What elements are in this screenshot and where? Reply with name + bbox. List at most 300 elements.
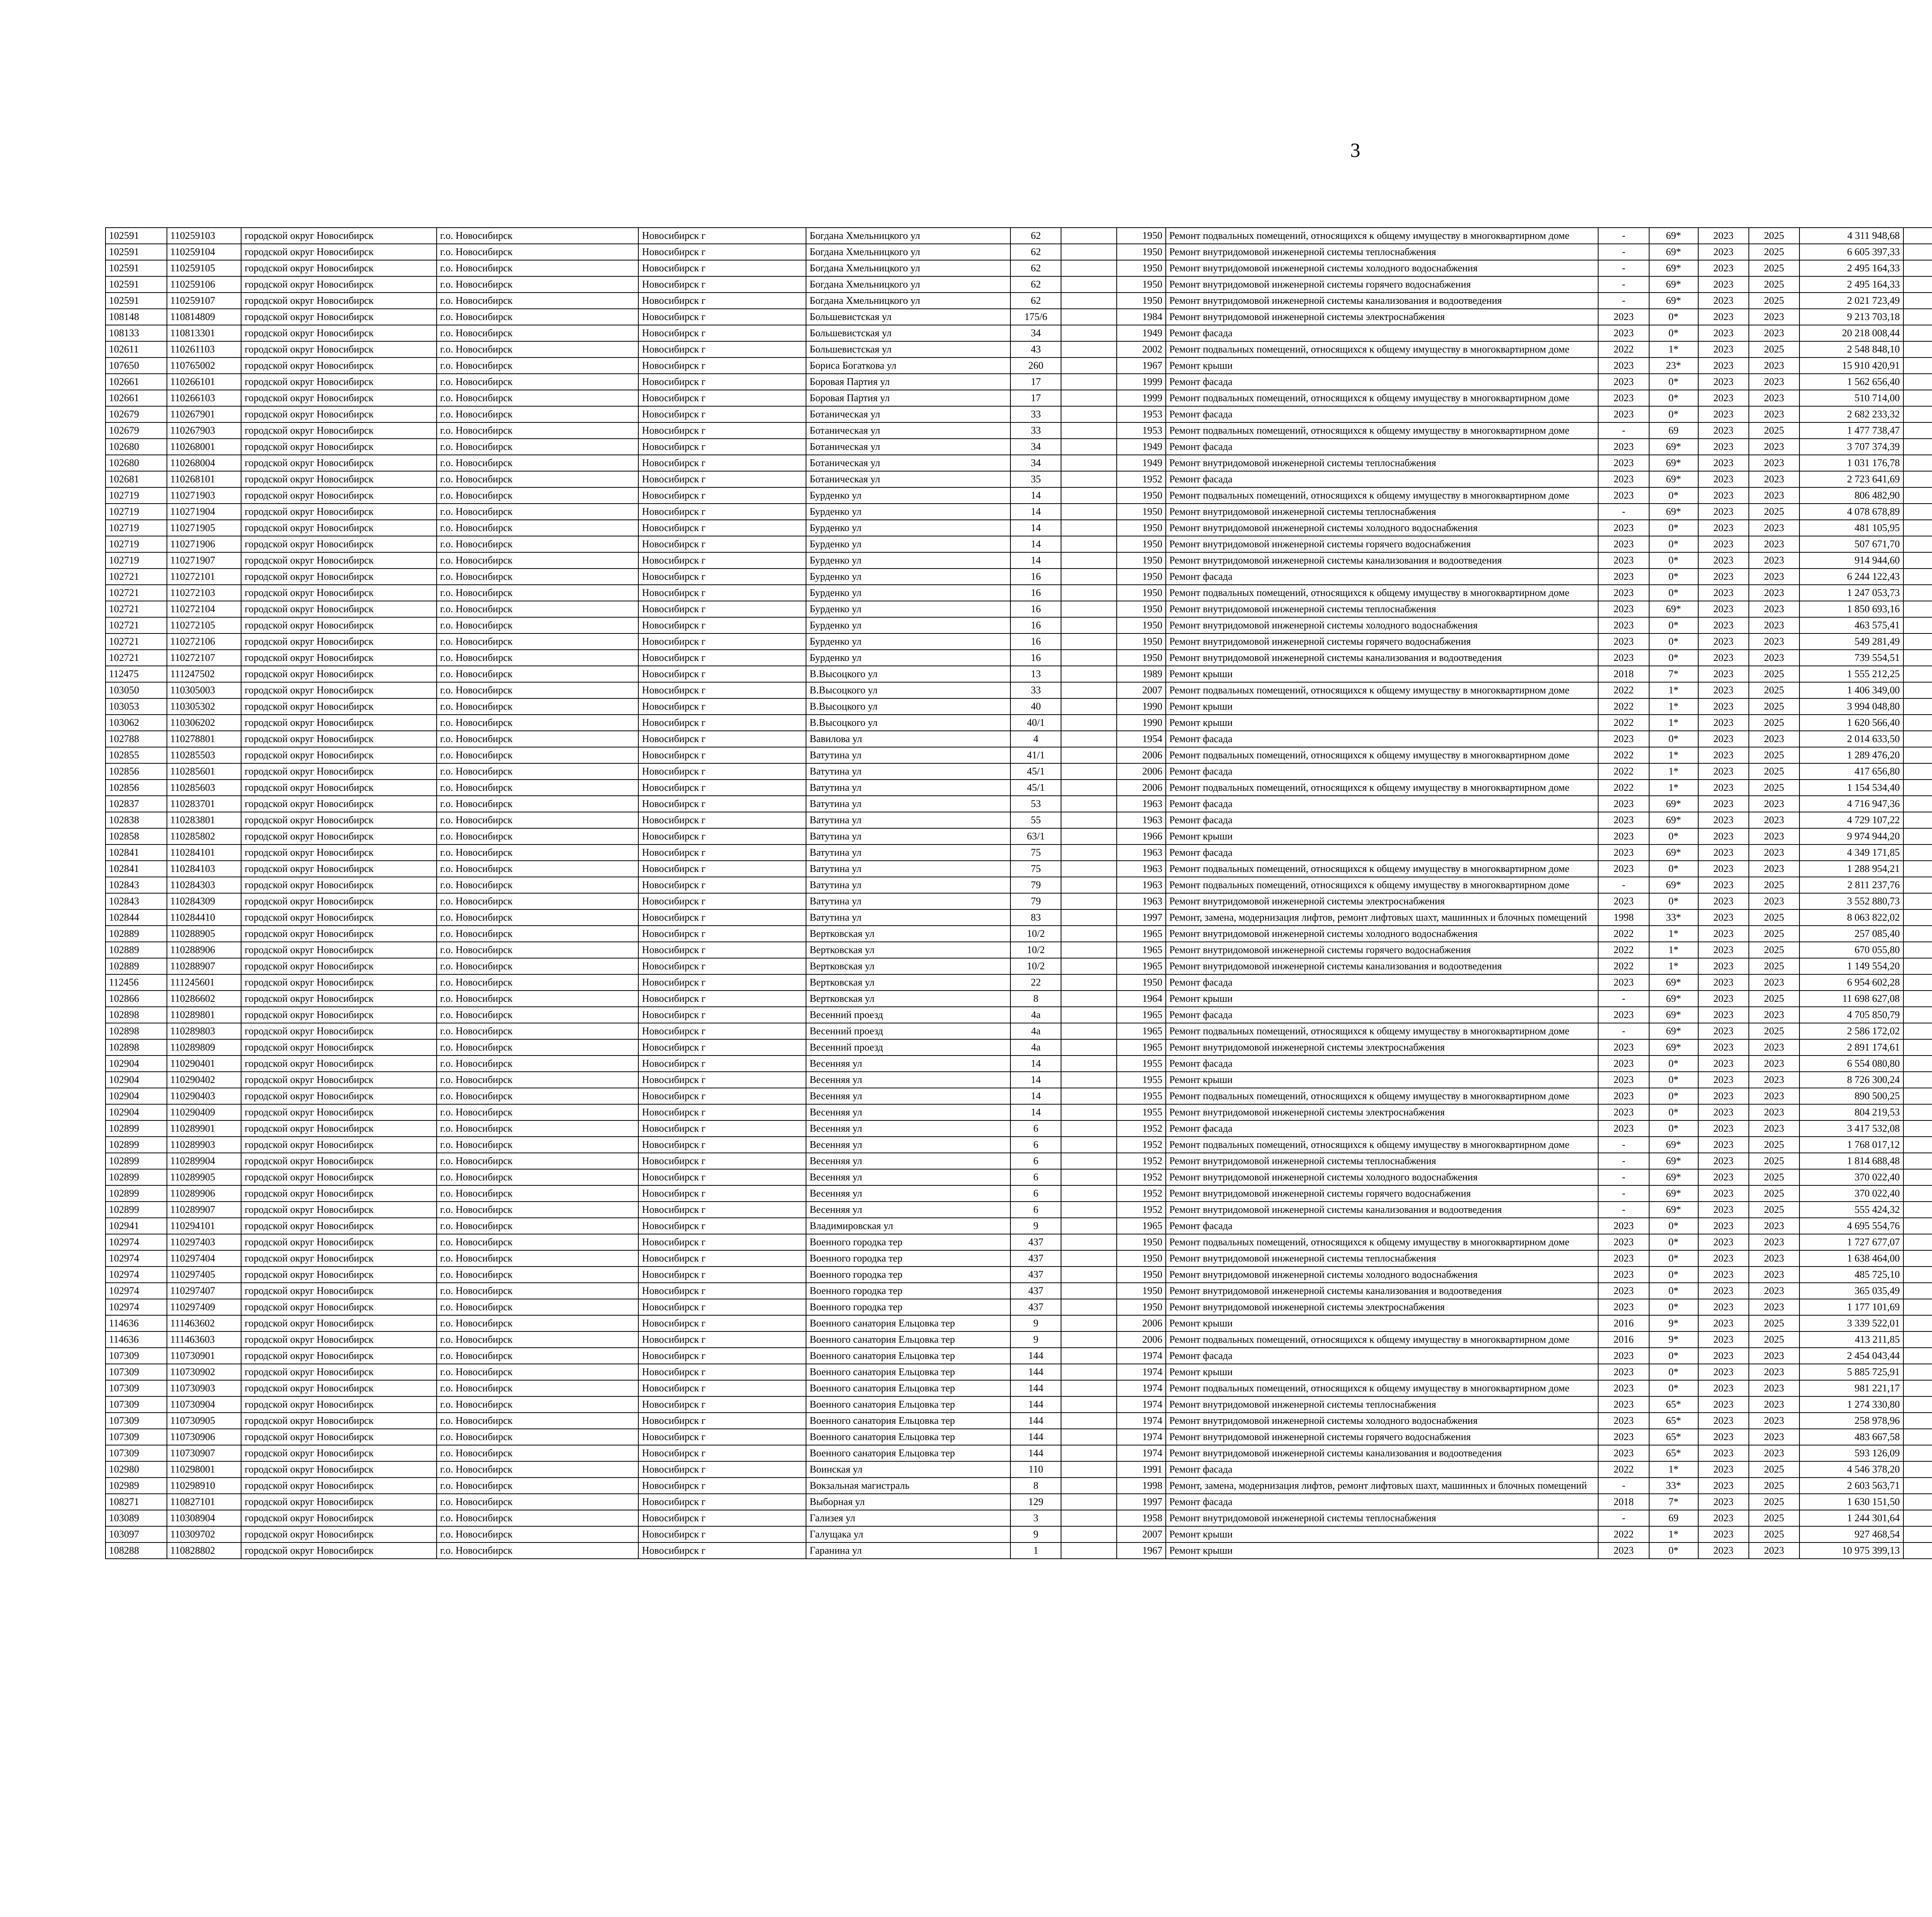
cell-work-type: Ремонт крыши [1166,1542,1598,1559]
cell-settlement: Новосибирск г [638,1526,806,1542]
cell-building [1061,374,1117,390]
cell-work-type: Ремонт внутридомовой инженерной системы холодного водоснабжения [1166,1267,1598,1283]
cell-settlement: Новосибирск г [638,552,806,569]
cell-plan-start-year: 2023 [1698,390,1749,406]
cell-plan-start-year: 2023 [1698,455,1749,471]
cell-cost-owners [1903,877,1932,893]
cell-cost-owners [1903,633,1932,650]
cell-plan-end-year: 2025 [1749,244,1799,260]
cell-municipality: г.о. Новосибирск [437,1056,639,1072]
cell-street: Военного санатория Ельцовка тер [806,1413,1010,1429]
cell-cost-owners [1903,585,1932,601]
cell-house-number: 45/1 [1010,780,1061,796]
cell-total-cost: 6 954 602,28 [1799,974,1903,991]
cell-year-built: 1963 [1117,877,1166,893]
cell-settlement: Новосибирск г [638,812,806,828]
cell-plan-start-year: 2023 [1698,763,1749,780]
cell-last-repair-year: 2022 [1598,698,1649,715]
cell-wear-percent: 0* [1649,1364,1698,1380]
cell-house-number: 62 [1010,293,1061,309]
cell-building [1061,1185,1117,1202]
cell-element-id: 110284309 [167,893,242,909]
cell-year-built: 1965 [1117,1039,1166,1056]
cell-work-type: Ремонт внутридомовой инженерной системы теплоснабжения [1166,1153,1598,1169]
cell-last-repair-year: 2023 [1598,309,1649,325]
cell-wear-percent: 65* [1649,1396,1698,1413]
cell-settlement: Новосибирск г [638,1380,806,1396]
cell-total-cost: 927 468,54 [1799,1526,1903,1542]
cell-street: Ботаническая ул [806,422,1010,439]
cell-total-cost: 5 885 725,91 [1799,1364,1903,1380]
table-row [105,893,1932,909]
cell-work-type: Ремонт фасада [1166,1218,1598,1234]
cell-municipality: г.о. Новосибирск [437,260,639,276]
cell-total-cost: 2 586 172,02 [1799,1023,1903,1039]
cell-element-id: 110272105 [167,617,242,633]
cell-house-id: 102856 [105,763,167,780]
cell-total-cost: 8 063 822,02 [1799,909,1903,926]
cell-street: Бориса Богаткова ул [806,358,1010,374]
cell-municipal-district: городской округ Новосибирск [241,1267,437,1283]
table-row [105,780,1932,796]
cell-municipal-district: городской округ Новосибирск [241,325,437,341]
cell-plan-end-year: 2023 [1749,1039,1799,1056]
cell-municipal-district: городской округ Новосибирск [241,487,437,504]
cell-street: Весенний проезд [806,1023,1010,1039]
cell-year-built: 1984 [1117,309,1166,325]
table-row [105,1088,1932,1104]
cell-house-id: 102721 [105,650,167,666]
cell-building [1061,228,1117,244]
cell-municipality: г.о. Новосибирск [437,293,639,309]
cell-plan-end-year: 2023 [1749,1380,1799,1396]
cell-settlement: Новосибирск г [638,1137,806,1153]
cell-year-built: 1990 [1117,698,1166,715]
cell-element-id: 110272107 [167,650,242,666]
cell-settlement: Новосибирск г [638,731,806,747]
cell-element-id: 110285503 [167,747,242,763]
cell-municipal-district: городской округ Новосибирск [241,747,437,763]
cell-municipality: г.о. Новосибирск [437,1510,639,1526]
cell-street: Весенний проезд [806,1007,1010,1023]
cell-element-id: 110283801 [167,812,242,828]
cell-plan-start-year: 2023 [1698,1202,1749,1218]
cell-municipality: г.о. Новосибирск [437,780,639,796]
table-row [105,682,1932,698]
cell-plan-end-year: 2023 [1749,1267,1799,1283]
cell-plan-start-year: 2023 [1698,974,1749,991]
cell-plan-start-year: 2023 [1698,341,1749,358]
cell-element-id: 110271904 [167,504,242,520]
cell-wear-percent: 65* [1649,1445,1698,1461]
cell-work-type: Ремонт подвальных помещений, относящихся к общему имуществу в многоквартирном доме [1166,1331,1598,1348]
cell-cost-owners [1903,974,1932,991]
cell-building [1061,1331,1117,1348]
cell-settlement: Новосибирск г [638,958,806,974]
cell-work-type: Ремонт внутридомовой инженерной системы электроснабжения [1166,1039,1598,1056]
cell-municipal-district: городской округ Новосибирск [241,1510,437,1526]
cell-building [1061,439,1117,455]
cell-house-id: 102591 [105,244,167,260]
capital-repair-table [105,227,1932,1559]
cell-wear-percent: 0* [1649,520,1698,536]
cell-total-cost: 806 482,90 [1799,487,1903,504]
cell-year-built: 1949 [1117,439,1166,455]
table-row [105,1039,1932,1056]
cell-municipal-district: городской округ Новосибирск [241,682,437,698]
cell-building [1061,1510,1117,1526]
cell-work-type: Ремонт фасада [1166,796,1598,812]
cell-work-type: Ремонт подвальных помещений, относящихся к общему имуществу в многоквартирном доме [1166,228,1598,244]
cell-work-type: Ремонт внутридомовой инженерной системы канализования и водоотведения [1166,1283,1598,1299]
cell-work-type: Ремонт фасада [1166,1056,1598,1072]
cell-plan-start-year: 2023 [1698,244,1749,260]
cell-plan-start-year: 2023 [1698,1072,1749,1088]
cell-house-id: 102904 [105,1104,167,1120]
cell-wear-percent: 69* [1649,1007,1698,1023]
table-row [105,536,1932,552]
cell-wear-percent: 0* [1649,390,1698,406]
cell-wear-percent: 69* [1649,1169,1698,1185]
cell-house-id: 102721 [105,601,167,617]
cell-street: Ватутина ул [806,861,1010,877]
cell-plan-start-year: 2023 [1698,844,1749,861]
cell-work-type: Ремонт подвальных помещений, относящихся к общему имуществу в многоквартирном доме [1166,1234,1598,1250]
cell-plan-end-year: 2025 [1749,1315,1799,1331]
cell-element-id: 110271906 [167,536,242,552]
cell-total-cost: 417 656,80 [1799,763,1903,780]
cell-wear-percent: 1* [1649,780,1698,796]
cell-house-number: 43 [1010,341,1061,358]
cell-year-built: 1965 [1117,1007,1166,1023]
cell-building [1061,828,1117,844]
cell-house-id: 107309 [105,1445,167,1461]
cell-total-cost: 9 213 703,18 [1799,309,1903,325]
cell-municipality: г.о. Новосибирск [437,1380,639,1396]
table-row [105,1056,1932,1072]
cell-cost-owners [1903,601,1932,617]
cell-element-id: 110289905 [167,1169,242,1185]
cell-last-repair-year: 2023 [1598,617,1649,633]
cell-element-id: 110297405 [167,1267,242,1283]
cell-plan-end-year: 2023 [1749,1429,1799,1445]
cell-settlement: Новосибирск г [638,1023,806,1039]
cell-settlement: Новосибирск г [638,617,806,633]
cell-house-id: 102611 [105,341,167,358]
cell-building [1061,991,1117,1007]
cell-last-repair-year: - [1598,1478,1649,1494]
cell-element-id: 110730901 [167,1348,242,1364]
table-row [105,763,1932,780]
cell-year-built: 1950 [1117,520,1166,536]
cell-element-id: 110289906 [167,1185,242,1202]
cell-cost-owners [1903,390,1932,406]
cell-house-number: 62 [1010,260,1061,276]
cell-element-id: 110289801 [167,1007,242,1023]
table-row [105,585,1932,601]
cell-last-repair-year: 2022 [1598,682,1649,698]
cell-plan-start-year: 2023 [1698,1169,1749,1185]
cell-house-id: 102889 [105,958,167,974]
cell-last-repair-year: 2023 [1598,1380,1649,1396]
cell-wear-percent: 69* [1649,504,1698,520]
cell-street: Бурденко ул [806,585,1010,601]
cell-municipality: г.о. Новосибирск [437,1542,639,1559]
cell-building [1061,1072,1117,1088]
cell-total-cost: 15 910 420,91 [1799,358,1903,374]
cell-total-cost: 4 311 948,68 [1799,228,1903,244]
cell-settlement: Новосибирск г [638,715,806,731]
cell-last-repair-year: 2023 [1598,1120,1649,1137]
cell-house-number: 144 [1010,1413,1061,1429]
cell-year-built: 2006 [1117,1331,1166,1348]
cell-element-id: 110272101 [167,569,242,585]
cell-municipality: г.о. Новосибирск [437,698,639,715]
cell-settlement: Новосибирск г [638,1120,806,1137]
cell-house-id: 102841 [105,844,167,861]
cell-plan-end-year: 2023 [1749,374,1799,390]
cell-cost-owners [1903,893,1932,909]
cell-municipal-district: городской округ Новосибирск [241,861,437,877]
cell-work-type: Ремонт крыши [1166,1072,1598,1088]
cell-cost-owners [1903,1542,1932,1559]
table-row [105,958,1932,974]
cell-municipality: г.о. Новосибирск [437,1348,639,1364]
cell-municipality: г.о. Новосибирск [437,1396,639,1413]
cell-wear-percent: 69* [1649,244,1698,260]
cell-year-built: 1952 [1117,471,1166,487]
cell-house-id: 108271 [105,1494,167,1510]
cell-municipal-district: городской округ Новосибирск [241,1023,437,1039]
cell-settlement: Новосибирск г [638,1413,806,1429]
cell-element-id: 110289809 [167,1039,242,1056]
cell-municipality: г.о. Новосибирск [437,1267,639,1283]
cell-building [1061,942,1117,958]
cell-building [1061,1007,1117,1023]
cell-municipality: г.о. Новосибирск [437,552,639,569]
cell-work-type: Ремонт внутридомовой инженерной системы канализования и водоотведения [1166,1202,1598,1218]
cell-plan-end-year: 2025 [1749,877,1799,893]
cell-cost-owners [1903,828,1932,844]
cell-year-built: 1974 [1117,1380,1166,1396]
cell-plan-end-year: 2025 [1749,1461,1799,1478]
cell-house-number: 10/2 [1010,958,1061,974]
cell-plan-end-year: 2025 [1749,1169,1799,1185]
cell-building [1061,1283,1117,1299]
cell-total-cost: 2 014 633,50 [1799,731,1903,747]
cell-municipality: г.о. Новосибирск [437,455,639,471]
table-row [105,731,1932,747]
cell-municipality: г.о. Новосибирск [437,828,639,844]
cell-house-number: 14 [1010,504,1061,520]
cell-cost-owners [1903,520,1932,536]
cell-house-id: 102838 [105,812,167,828]
cell-plan-start-year: 2023 [1698,909,1749,926]
cell-plan-start-year: 2023 [1698,585,1749,601]
cell-total-cost: 890 500,25 [1799,1088,1903,1104]
cell-cost-owners [1903,1396,1932,1413]
cell-cost-owners [1903,439,1932,455]
cell-element-id: 110267903 [167,422,242,439]
cell-building [1061,1380,1117,1396]
cell-house-id: 107309 [105,1364,167,1380]
cell-house-id: 102974 [105,1283,167,1299]
cell-plan-end-year: 2023 [1749,1299,1799,1315]
cell-year-built: 1963 [1117,796,1166,812]
cell-total-cost: 1 247 053,73 [1799,585,1903,601]
cell-house-id: 102855 [105,747,167,763]
cell-street: В.Высоцкого ул [806,715,1010,731]
cell-plan-end-year: 2023 [1749,309,1799,325]
cell-wear-percent: 69* [1649,1185,1698,1202]
cell-year-built: 1950 [1117,536,1166,552]
cell-plan-start-year: 2023 [1698,715,1749,731]
cell-plan-end-year: 2023 [1749,1056,1799,1072]
cell-work-type: Ремонт внутридомовой инженерной системы электроснабжения [1166,309,1598,325]
cell-plan-start-year: 2023 [1698,1461,1749,1478]
cell-work-type: Ремонт фасада [1166,325,1598,341]
cell-last-repair-year: 2023 [1598,390,1649,406]
table-row [105,1380,1932,1396]
cell-municipal-district: городской округ Новосибирск [241,228,437,244]
cell-wear-percent: 69* [1649,260,1698,276]
cell-building [1061,715,1117,731]
table-row [105,471,1932,487]
cell-building [1061,504,1117,520]
cell-last-repair-year: 2023 [1598,520,1649,536]
cell-settlement: Новосибирск г [638,650,806,666]
cell-settlement: Новосибирск г [638,828,806,844]
cell-wear-percent: 0* [1649,487,1698,504]
cell-cost-owners [1903,341,1932,358]
cell-last-repair-year: 2023 [1598,650,1649,666]
cell-settlement: Новосибирск г [638,536,806,552]
cell-plan-start-year: 2023 [1698,796,1749,812]
cell-house-id: 107309 [105,1429,167,1445]
cell-municipal-district: городской округ Новосибирск [241,504,437,520]
cell-work-type: Ремонт подвальных помещений, относящихся к общему имуществу в многоквартирном доме [1166,747,1598,763]
cell-cost-owners [1903,1283,1932,1299]
cell-cost-owners [1903,763,1932,780]
cell-settlement: Новосибирск г [638,666,806,682]
cell-element-id: 110285603 [167,780,242,796]
cell-element-id: 110289907 [167,1202,242,1218]
cell-total-cost: 670 055,80 [1799,942,1903,958]
cell-house-id: 102679 [105,422,167,439]
cell-house-id: 102898 [105,1007,167,1023]
cell-street: Бурденко ул [806,617,1010,633]
cell-house-id: 102889 [105,926,167,942]
cell-total-cost: 1 274 330,80 [1799,1396,1903,1413]
cell-total-cost: 2 891 174,61 [1799,1039,1903,1056]
cell-last-repair-year: 2023 [1598,1299,1649,1315]
cell-plan-start-year: 2023 [1698,698,1749,715]
cell-work-type: Ремонт крыши [1166,1364,1598,1380]
cell-settlement: Новосибирск г [638,780,806,796]
cell-year-built: 1999 [1117,390,1166,406]
cell-settlement: Новосибирск г [638,926,806,942]
cell-cost-owners [1903,942,1932,958]
cell-work-type: Ремонт фасада [1166,374,1598,390]
cell-settlement: Новосибирск г [638,1461,806,1478]
cell-total-cost: 2 723 641,69 [1799,471,1903,487]
cell-year-built: 1950 [1117,504,1166,520]
cell-street: Ватутина ул [806,780,1010,796]
cell-cost-owners [1903,552,1932,569]
cell-year-built: 1950 [1117,974,1166,991]
cell-plan-end-year: 2025 [1749,1478,1799,1494]
cell-house-number: 6 [1010,1153,1061,1169]
cell-house-id: 102899 [105,1137,167,1153]
cell-house-number: 34 [1010,325,1061,341]
cell-settlement: Новосибирск г [638,390,806,406]
cell-element-id: 110289803 [167,1023,242,1039]
cell-wear-percent: 1* [1649,958,1698,974]
cell-plan-start-year: 2023 [1698,1413,1749,1429]
cell-settlement: Новосибирск г [638,1202,806,1218]
cell-municipality: г.о. Новосибирск [437,569,639,585]
cell-year-built: 1950 [1117,633,1166,650]
table-row [105,504,1932,520]
cell-wear-percent: 69* [1649,439,1698,455]
cell-plan-start-year: 2023 [1698,991,1749,1007]
cell-street: Военного санатория Ельцовка тер [806,1396,1010,1413]
cell-year-built: 1952 [1117,1202,1166,1218]
cell-plan-start-year: 2023 [1698,520,1749,536]
cell-plan-start-year: 2023 [1698,471,1749,487]
cell-settlement: Новосибирск г [638,1007,806,1023]
cell-plan-end-year: 2025 [1749,341,1799,358]
cell-element-id: 110288907 [167,958,242,974]
cell-last-repair-year: - [1598,1202,1649,1218]
cell-house-id: 114636 [105,1315,167,1331]
cell-house-id: 102899 [105,1169,167,1185]
cell-house-number: 437 [1010,1283,1061,1299]
cell-house-number: 6 [1010,1185,1061,1202]
cell-plan-start-year: 2023 [1698,1380,1749,1396]
cell-municipality: г.о. Новосибирск [437,1007,639,1023]
cell-work-type: Ремонт фасада [1166,1494,1598,1510]
cell-last-repair-year: - [1598,1137,1649,1153]
cell-element-id: 110730903 [167,1380,242,1396]
cell-house-id: 102721 [105,633,167,650]
cell-municipal-district: городской округ Новосибирск [241,520,437,536]
cell-last-repair-year: 2023 [1598,471,1649,487]
cell-year-built: 1955 [1117,1104,1166,1120]
cell-house-id: 102904 [105,1056,167,1072]
cell-street: Военного городка тер [806,1250,1010,1267]
cell-work-type: Ремонт подвальных помещений, относящихся к общему имуществу в многоквартирном доме [1166,585,1598,601]
cell-total-cost: 258 978,96 [1799,1413,1903,1429]
cell-house-id: 102974 [105,1299,167,1315]
cell-house-number: 8 [1010,991,1061,1007]
cell-house-number: 14 [1010,487,1061,504]
cell-year-built: 1952 [1117,1120,1166,1137]
cell-element-id: 110284303 [167,877,242,893]
cell-house-number: 437 [1010,1267,1061,1283]
cell-building [1061,1218,1117,1234]
cell-house-id: 102843 [105,893,167,909]
cell-cost-owners [1903,1348,1932,1364]
cell-house-number: 79 [1010,893,1061,909]
cell-total-cost: 1 154 534,40 [1799,780,1903,796]
cell-plan-start-year: 2023 [1698,504,1749,520]
cell-street: Бурденко ул [806,536,1010,552]
cell-municipality: г.о. Новосибирск [437,715,639,731]
cell-element-id: 110278801 [167,731,242,747]
cell-building [1061,487,1117,504]
cell-municipal-district: городской округ Новосибирск [241,1526,437,1542]
